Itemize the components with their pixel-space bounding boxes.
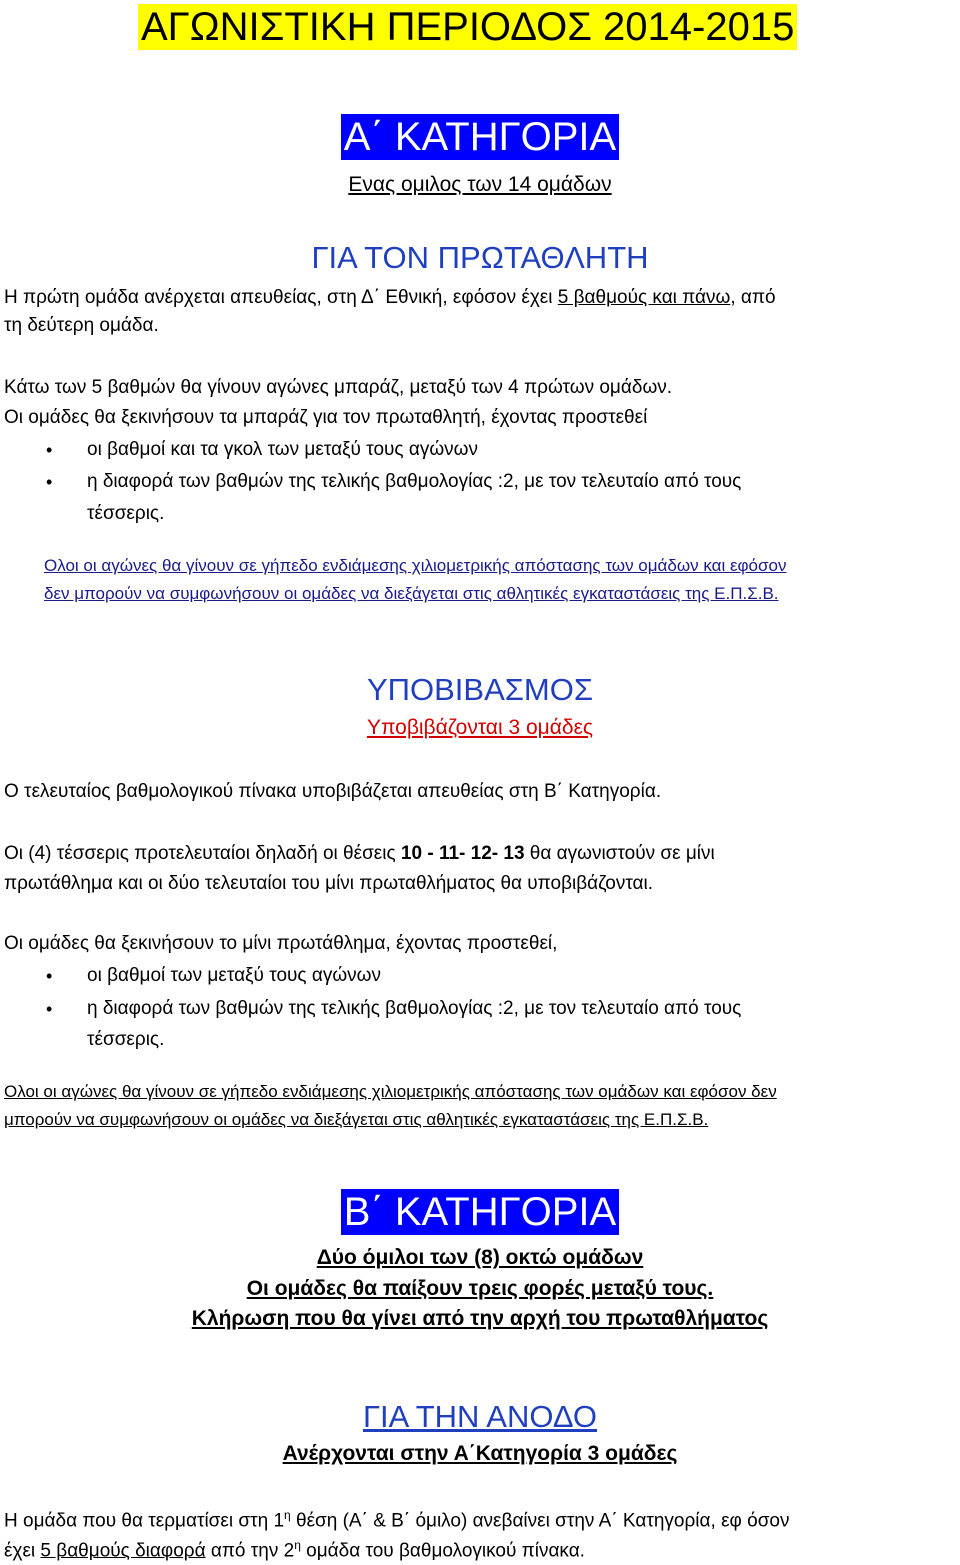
relegation-positions: 10 - 11- 12- 13	[400, 843, 525, 864]
champion-bullet-2-text: η διαφορά των βαθμών της τελικής βαθμολογίας :2, με τον τελευταίο από τους	[87, 471, 742, 492]
section-a-heading-wrap	[0, 114, 960, 160]
champion-paragraph-1-line-1	[4, 284, 776, 312]
relegation-heading: ΥΠΟΒΙΒΑΣΜΟΣ	[366, 672, 594, 707]
bullet-dot-icon: •	[46, 966, 53, 986]
promotion-heading: ΓΙΑ ΤΗΝ ΑΝΟΔΟ	[362, 1399, 597, 1434]
promotion-p1-text-a: Η ομάδα που θα τερματίσει στη 1	[4, 1510, 285, 1532]
section-b-heading: Β΄ ΚΑΤΗΓΟΡΙΑ	[341, 1189, 619, 1235]
section-a-subheading: Ενας ομιλος των 14 ομάδων	[348, 173, 612, 196]
champion-note-line-1: Ολοι οι αγώνες θα γίνουν σε γήπεδο ενδιάμεσης χιλιομετρικής απόστασης των ομάδων και εφόσον	[44, 556, 787, 575]
promotion-p2-underlined: 5 βαθμούς διαφορά	[40, 1540, 206, 1562]
relegation-note-line-1: Ολοι οι αγώνες θα γίνουν σε γήπεδο ενδιάμεσης χιλιομετρικής απόστασης των ομάδων και εφόσον δεν	[4, 1082, 777, 1101]
relegation-paragraph-3: Οι ομάδες θα ξεκινήσουν το μίνι πρωτάθλημα, έχοντας προστεθεί,	[4, 933, 558, 954]
relegation-paragraph-1: Ο τελευταίος βαθμολογικού πίνακα υποβιβάζεται απευθείας στη Β΄ Κατηγορία.	[4, 781, 662, 802]
promotion-p1-text-b: θέση (Α΄ & Β΄ όμιλο) ανεβαίνει στην Α΄ Κατηγορία, εφ όσον	[290, 1510, 790, 1532]
relegation-bullet-1-text: οι βαθμοί των μεταξύ τους αγώνων	[87, 965, 382, 986]
section-b-sub-1: Δύο όμιλοι των (8) οκτώ ομάδων	[316, 1246, 644, 1269]
relegation-bullet-2-line-2: τέσσερις.	[87, 1029, 165, 1050]
champion-bullet-1-text: οι βαθμοί και τα γκολ των μεταξύ τους αγώνων	[87, 439, 479, 460]
page-title: ΑΓΩΝΙΣΤΙΚΗ ΠΕΡΙΟΔΟΣ 2014-2015	[138, 4, 797, 50]
bullet-dot-icon: •	[46, 999, 53, 1019]
relegation-paragraph-2-line-2: πρωτάθλημα και οι δύο τελευταίοι του μίνι πρωταθλήματος θα υποβιβάζονται.	[4, 873, 654, 894]
champion-p1-text-b: , από	[730, 287, 776, 308]
champion-p1-text-a: Η πρώτη ομάδα ανέρχεται απευθείας, στη Δ΄ Εθνική, εφόσον έχει	[4, 287, 558, 308]
relegation-subheading: Υποβιβάζονται 3 ομάδες	[366, 716, 594, 739]
bullet-dot-icon: •	[46, 440, 53, 460]
promotion-subheading: Ανέρχονται στην Α΄Κατηγορία 3 ομάδες	[282, 1442, 678, 1465]
section-b-sub-3: Κλήρωση που θα γίνει από την αρχή του πρωταθλήματος	[191, 1307, 769, 1330]
promotion-p2-text-c: ομάδα του βαθμολογικού πίνακα.	[300, 1540, 585, 1562]
champion-heading: ΓΙΑ ΤΟΝ ΠΡΩΤΑΘΛΗΤΗ	[311, 240, 649, 275]
champion-bullet-2-line-2: τέσσερις.	[87, 503, 165, 524]
section-a-heading: Α΄ ΚΑΤΗΓΟΡΙΑ	[341, 114, 619, 160]
relegation-note-line-2: μπορούν να συμφωνήσουν οι ομάδες να διεξάγεται στις αθλητικές εγκαταστάσεις της Ε.Π.Σ.Β.	[4, 1110, 709, 1129]
champion-p1-underlined: 5 βαθμούς και πάνω	[557, 287, 731, 308]
bullet-dot-icon: •	[46, 472, 53, 492]
relegation-p2-text-b: θα αγωνιστούν σε μίνι	[524, 843, 715, 864]
champion-paragraph-1-line-2: τη δεύτερη ομάδα.	[4, 315, 159, 336]
promotion-p1-sup: η	[284, 1508, 291, 1522]
champion-paragraph-3: Οι ομάδες θα ξεκινήσουν τα μπαράζ για τον πρωταθλητή, έχοντας προστεθεί	[4, 407, 648, 428]
relegation-bullet-2-text: η διαφορά των βαθμών της τελικής βαθμολογίας :2, με τον τελευταίο από τους	[87, 998, 742, 1019]
relegation-p2-text-a: Οι (4) τέσσερις προτελευταίοι δηλαδή οι θέσεις	[4, 843, 401, 864]
relegation-paragraph-2-line-1	[4, 840, 715, 868]
promotion-paragraph-line-2	[4, 1531, 585, 1565]
page-title-wrap	[138, 4, 797, 50]
champion-note-line-2: δεν μπορούν να συμφωνήσουν οι ομάδες να διεξάγεται στις αθλητικές εγκαταστάσεις της Ε.Π.Σ.Β.	[44, 584, 779, 603]
champion-paragraph-2: Κάτω των 5 βαθμών θα γίνουν αγώνες μπαράζ, μεταξύ των 4 πρώτων ομάδων.	[4, 377, 673, 398]
section-b-heading-wrap	[0, 1189, 960, 1235]
promotion-p2-sup: η	[294, 1538, 301, 1552]
promotion-p2-text-b: από την 2	[205, 1540, 295, 1562]
promotion-p2-text-a: έχει	[4, 1540, 41, 1562]
section-b-sub-2: Οι ομάδες θα παίξουν τρεις φορές μεταξύ τους.	[246, 1277, 714, 1300]
